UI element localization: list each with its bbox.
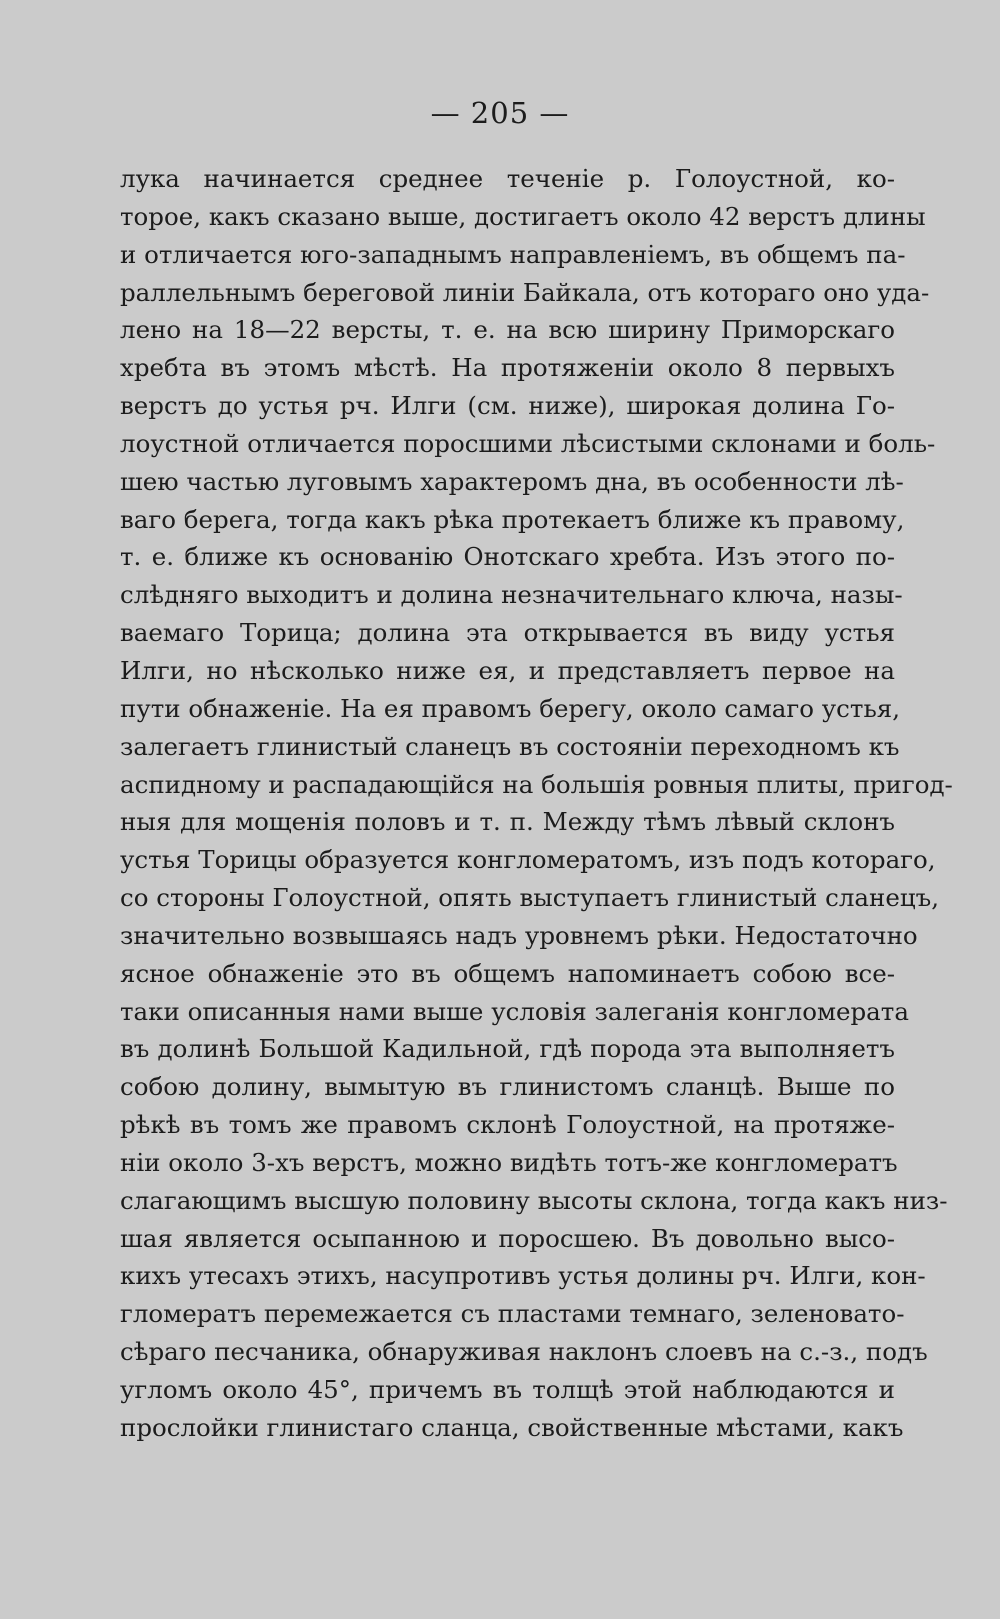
text-line: лука начинается среднее теченіе р. Голоустной, ко- <box>120 164 895 193</box>
text-line: таки описанныя нами выше условія залеганія конгломерата <box>120 996 909 1026</box>
body-text <box>120 160 953 1447</box>
text-line: Илги, но нѣсколько ниже ея, и представляетъ первое на <box>120 655 895 685</box>
text-line: шею частью луговымъ характеромъ дна, въ особенности лѣ- <box>120 466 904 496</box>
text-line: и отличается юго-западнымъ направленіемъ, въ общемъ па- <box>120 239 906 269</box>
text-line: ваго берега, тогда какъ рѣка протекаетъ ближе къ правому, <box>120 504 905 534</box>
text-line: пути обнаженіе. На ея правомъ берегу, около самаго устья, <box>120 693 901 723</box>
text-line: ваемаго Торица; долина эта открывается въ виду устья <box>120 618 895 648</box>
text-line: устья Торицы образуется конгломератомъ, изъ подъ котораго, <box>120 845 936 875</box>
text-line: шая является осыпанною и поросшею. Въ довольно высо- <box>120 1223 895 1253</box>
page-number: — 205 — <box>430 96 570 130</box>
text-line: т. е. ближе къ основанію Онотскаго хребта. Изъ этого по- <box>120 542 895 572</box>
text-line: лоустной отличается поросшими лѣсистыми склонами и боль- <box>120 428 936 458</box>
text-line: верстъ до устья рч. Илги (см. ниже), широкая долина Го- <box>120 391 895 421</box>
text-line: собою долину, вымытую въ глинистомъ сланцѣ. Выше по <box>120 1072 895 1102</box>
text-line: ясное обнаженіе это въ общемъ напоминаетъ собою все- <box>120 958 895 988</box>
text-line: слѣдняго выходитъ и долина незначительнаго ключа, назы- <box>120 580 903 610</box>
text-line: значительно возвышаясь надъ уровнемъ рѣки. Недостаточно <box>120 920 918 950</box>
text-line: гломератъ перемежается съ пластами темнаго, зеленовато- <box>120 1299 905 1329</box>
text-line: рѣкѣ въ томъ же правомъ склонѣ Голоустной, на протяже- <box>120 1110 895 1140</box>
text-line: залегаетъ глинистый сланецъ въ состояніи переходномъ къ <box>120 731 900 761</box>
text-line: ныя для мощенія половъ и т. п. Между тѣмъ лѣвый склонъ <box>120 807 895 837</box>
text-line: со стороны Голоустной, опять выступаетъ глинистый сланецъ, <box>120 883 939 913</box>
text-line: кихъ утесахъ этихъ, насупротивъ устья долины рч. Илги, кон- <box>120 1261 926 1291</box>
text-line: слагающимъ высшую половину высоты склона, тогда какъ низ- <box>120 1185 948 1215</box>
text-line: лено на 18—22 версты, т. е. на всю ширину Приморскаго <box>120 315 895 345</box>
text-line: ніи около 3-хъ верстъ, можно видѣть тотъ-же конгломератъ <box>120 1147 898 1177</box>
text-line: раллельнымъ береговой линіи Байкала, отъ котораго оно уда- <box>120 277 930 307</box>
text-line: хребта въ этомъ мѣстѣ. На протяженіи около 8 первыхъ <box>120 353 895 383</box>
text-line: въ долинѣ Большой Кадильной, гдѣ порода эта выполняетъ <box>120 1034 895 1064</box>
text-line: сѣраго песчаника, обнаруживая наклонъ слоевъ на с.-з., подъ <box>120 1337 928 1367</box>
text-line: торое, какъ сказано выше, достигаетъ около 42 верстъ длины <box>120 201 926 231</box>
text-line: аспидному и распадающійся на большія ровныя плиты, пригод- <box>120 769 953 799</box>
text-line: прослойки глинистаго сланца, свойственные мѣстами, какъ <box>120 1412 904 1442</box>
text-line: угломъ около 45°, причемъ въ толщѣ этой наблюдаются и <box>120 1375 895 1404</box>
